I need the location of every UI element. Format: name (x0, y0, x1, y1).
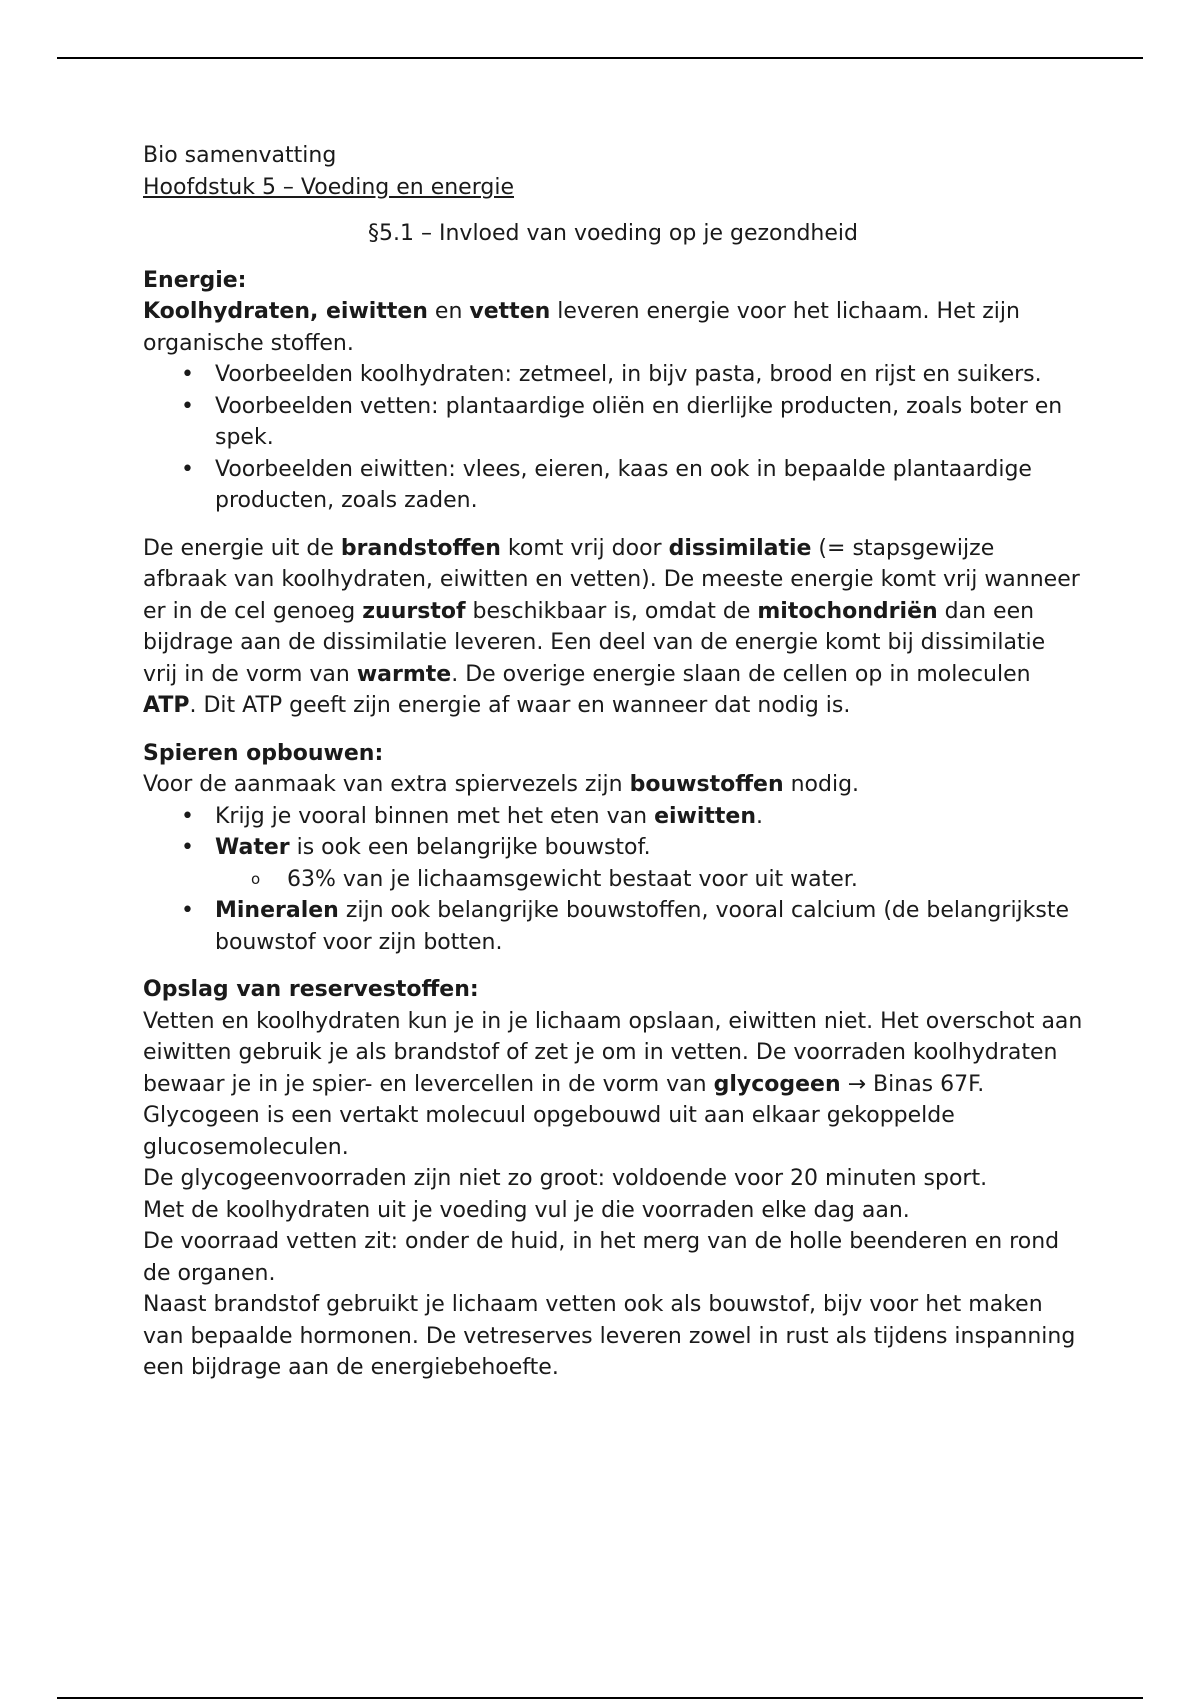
opslag-paragraph-2: Glycogeen is een vertakt molecuul opgebouwd uit aan elkaar gekoppelde glucosemoleculen. (143, 1103, 955, 1160)
heading-spieren: Spieren opbouwen: (143, 740, 384, 766)
opslag-paragraph-6: Naast brandstof gebruikt je lichaam vetten ook als bouwstof, bijv voor het maken van bepaalde hormonen. De vetreserves leveren zowel in rust als tijdens inspanning een bijdrage aan de energiebehoefte. (143, 1292, 1076, 1380)
list-item: • Voorbeelden koolhydraten: zetmeel, in bijv pasta, brood en rijst en suikers. (215, 359, 1083, 391)
energie-bullet-list (143, 359, 1083, 517)
opslag-paragraph-3: De glycogeenvoorraden zijn niet zo groot: voldoende voor 20 minuten sport. (143, 1166, 988, 1191)
list-item: • Mineralen zijn ook belangrijke bouwstoffen, vooral calcium (de belangrijkste bouwstof voor zijn botten. (215, 895, 1083, 958)
spieren-intro: Voor de aanmaak van extra spiervezels zijn bouwstoffen nodig. (143, 772, 860, 797)
bottom-rule (57, 1697, 1143, 1699)
list-item: • Voorbeelden eiwitten: vlees, eieren, kaas en ook in bepaalde plantaardige producten, zoals zaden. (215, 454, 1083, 517)
sub-list (215, 864, 1083, 896)
heading-energie: Energie: (143, 267, 247, 293)
energie-paragraph: De energie uit de brandstoffen komt vrij door dissimilatie (= stapsgewijze afbraak van koolhydraten, eiwitten en vetten). De meeste energie komt vrij wanneer er in de cel genoeg zuurstof beschikbaar is, omdat de mitochondriën dan een bijdrage aan de dissimilatie leveren. Een deel van de energie komt bij dissimilatie vrij in de vorm van warmte. De overige energie slaan de cellen op in moleculen ATP. Dit ATP geeft zijn energie af waar en wanneer dat nodig is. (143, 535, 1080, 718)
chapter-title: Hoofdstuk 5 – Voeding en energie (143, 174, 514, 200)
spieren-bullet-list (143, 801, 1083, 959)
list-item: • Water is ook een belangrijke bouwstof. o 63% van je lichaamsgewicht bestaat voor uit water. (215, 832, 1083, 895)
heading-opslag: Opslag van reservestoffen: (143, 977, 479, 1002)
opslag-paragraph-5: De voorraad vetten zit: onder de huid, in het merg van de holle beenderen en rond de organen. (143, 1229, 1060, 1286)
opslag-paragraph-4: Met de koolhydraten uit je voeding vul je die voorraden elke dag aan. (143, 1197, 910, 1223)
section-title: §5.1 – Invloed van voeding op je gezondheid (368, 221, 858, 246)
document-title: Bio samenvatting (143, 143, 337, 168)
energie-intro: Koolhydraten, eiwitten en vetten leveren energie voor het lichaam. Het zijn organische stoffen. (143, 299, 1020, 356)
document-body (143, 140, 1083, 1384)
opslag-paragraph-1: Vetten en koolhydraten kun je in je lichaam opslaan, eiwitten niet. Het overschot aan eiwitten gebruik je als brandstof of zet je om in vetten. De voorraden koolhydraten bewaar je in je spier- en levercellen in de vorm van glycogeen → Binas 67F. (143, 1008, 1083, 1097)
sub-list-item: o 63% van je lichaamsgewicht bestaat voor uit water. (287, 864, 1083, 896)
top-rule (57, 57, 1143, 59)
list-item: • Krijg je vooral binnen met het eten van eiwitten. (215, 801, 1083, 833)
list-item: • Voorbeelden vetten: plantaardige oliën en dierlijke producten, zoals boter en spek. (215, 391, 1083, 454)
